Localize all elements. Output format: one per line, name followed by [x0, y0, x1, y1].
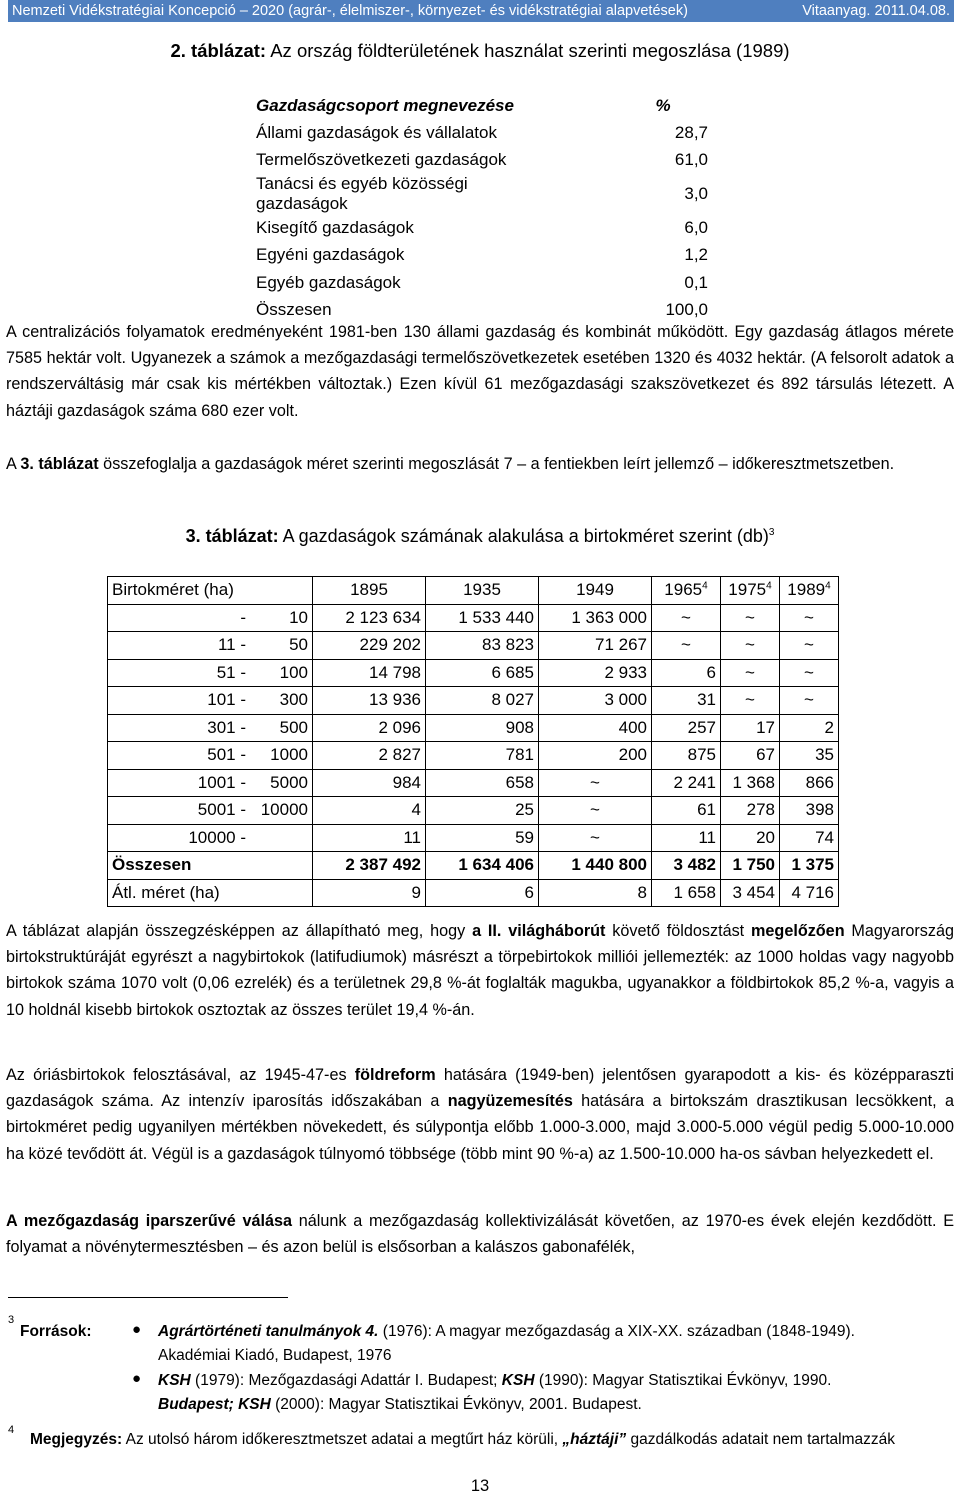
table3-cell: 1 533 440: [426, 604, 539, 632]
table3-cell: 13 936: [313, 687, 426, 715]
p4-b: földreform: [354, 1066, 436, 1084]
table3-cell: 3 482: [652, 852, 721, 880]
table2-cell-name: Tanácsi és egyéb közösségi gazdaságok: [256, 174, 468, 214]
table-row: [108, 632, 839, 660]
table3-cell: ~: [539, 824, 652, 852]
table3-cell: 2: [780, 714, 839, 742]
table3-cell: 1 440 800: [539, 852, 652, 880]
farm-size-table: [107, 576, 839, 907]
source-2-ksh: KSH: [158, 1372, 191, 1389]
source-item-1: [158, 1320, 855, 1344]
p4-d: nagyüzemesítés: [447, 1092, 573, 1111]
header-left: Nemzeti Vidékstratégiai Koncepció – 2020 (agrár-, élelmiszer-, környezet- és vidékstratégiai alapvetések): [12, 3, 688, 19]
table3-cell: 398: [780, 797, 839, 825]
range-from: -: [240, 607, 246, 627]
table3-cell: 2 096: [313, 714, 426, 742]
footnote-number-3: 3: [8, 1314, 15, 1326]
range-to: 500: [279, 717, 308, 737]
source-2-ksh2: KSH: [501, 1372, 535, 1389]
table3-header-year: 1895: [313, 577, 426, 605]
table3-cell: 1 658: [652, 879, 721, 907]
p3-c: követő földosztást: [605, 922, 752, 940]
table2-cell-pct: 0,1: [684, 272, 708, 292]
range-from: 501 -: [207, 745, 246, 765]
footnote-ref: 4: [766, 580, 772, 592]
table3-cell: 908: [426, 714, 539, 742]
range-to: 5000: [270, 772, 308, 792]
p3-b: a II. világháborút: [472, 922, 606, 940]
footnote-number-4: 4: [8, 1424, 15, 1436]
table3-cell: 20: [721, 824, 780, 852]
table3-cell: 35: [780, 742, 839, 770]
table3-cell: 61: [652, 797, 721, 825]
table3-body: [108, 604, 839, 907]
table3-cell: 229 202: [313, 632, 426, 660]
table-row: [108, 687, 839, 715]
table3-header-year: 1949: [539, 577, 652, 605]
range-from: 10000 -: [188, 827, 246, 847]
table3-cell: 31: [652, 687, 721, 715]
total-row: [108, 852, 839, 880]
table2-cell-pct: 28,7: [674, 123, 708, 143]
year-label: 1989: [787, 580, 826, 600]
note-b: gazdálkodás adatait nem tartalmazzák: [626, 1431, 895, 1448]
table3-cell: 1 634 406: [426, 852, 539, 880]
table2-cell-name: Állami gazdaságok és vállalatok: [256, 123, 497, 143]
size-range-cell: [108, 604, 313, 632]
note-label: Megjegyzés:: [30, 1431, 123, 1448]
table3-cell: 1 375: [780, 852, 839, 880]
range-to: 10000: [260, 800, 308, 820]
table3-cell: ~: [539, 769, 652, 797]
table3-cell: ~: [780, 687, 839, 715]
table3-cell: 9: [313, 879, 426, 907]
p2-b: 3. táblázat: [20, 455, 99, 473]
table-row: [252, 119, 716, 146]
source-2-line2-ksh: Budapest; KSH: [158, 1396, 271, 1413]
table3-cell: 2 827: [313, 742, 426, 770]
note-haztaji: „háztáji”: [562, 1431, 627, 1448]
bullet-icon: ●: [132, 1321, 142, 1338]
p4-c: hatására (1949-ben) jelentősen gyarapodott a kis- és középparaszti gazdaságok száma. Az intenzív iparosítás időszakában a: [6, 1066, 954, 1111]
size-range-cell: [108, 659, 313, 687]
table-row: [252, 174, 716, 214]
table3-cell: ~: [780, 632, 839, 660]
bullet-icon: ●: [132, 1370, 142, 1387]
table3-cell: 17: [721, 714, 780, 742]
paragraph-centralization: A centralizációs folyamatok eredményeként 1981-ben 130 állami gazdaság és kombinát működött. Egy gazdaság átlagos mérete 7585 hektár volt. Ugyanezek a számok a mezőgazdasági termelőszövetkezetek esetében 1320 és 4032 hektár. (A felsorolt adatok a rendszerváltásig már csak kis mértékben változtak.) Ezen kívül 61 mezőgazdasági szakszövetkezet és 892 társulás létezett. A háztáji gazdaságok száma 680 ezer volt.: [6, 323, 954, 420]
table2-cell-pct: 61,0: [674, 150, 708, 170]
table2-cell-name: Összesen: [256, 300, 332, 320]
table3-cell: ~: [721, 632, 780, 660]
table3-header-year: 1935: [426, 577, 539, 605]
range-from: 101 -: [207, 690, 246, 710]
footnote-ref: 4: [702, 580, 708, 592]
p2-c: összefoglalja a gazdaságok méret szerinti megoszlását 7 – a fentiekben leírt jellemző – időkeresztmetszetben.: [98, 455, 895, 473]
range-from: 1001 -: [197, 772, 246, 792]
table2-cell-name: Termelőszövetkezeti gazdaságok: [256, 150, 507, 170]
table3-cell: 257: [652, 714, 721, 742]
paragraph-industrialization: [6, 1208, 954, 1260]
table3-cell: 25: [426, 797, 539, 825]
p3-a: A táblázat alapján összegzésképpen az állapítható meg, hogy: [6, 922, 473, 940]
table2-cell-pct: 1,2: [684, 245, 708, 265]
footnote-note: [30, 1428, 954, 1452]
table3-cell: ~: [780, 604, 839, 632]
source-2-b: (1990): Magyar Statisztikai Évkönyv, 1990.: [534, 1372, 832, 1389]
table3-cell: 2 123 634: [313, 604, 426, 632]
size-range-cell: [108, 797, 313, 825]
average-row: [108, 879, 839, 907]
source-1-title: Agrártörténeti tanulmányok 4.: [158, 1323, 379, 1340]
table3-cell: 1 750: [721, 852, 780, 880]
range-to: 10: [289, 607, 308, 627]
p3-d: megelőzően: [751, 922, 845, 940]
table2-cell-pct: 3,0: [684, 184, 708, 204]
table3-header-size: Birtokméret (ha): [108, 577, 313, 605]
table3-cell: 984: [313, 769, 426, 797]
table3-cell: ~: [721, 687, 780, 715]
table3-cell: 8 027: [426, 687, 539, 715]
range-from: 301 -: [207, 717, 246, 737]
size-range-cell: [108, 714, 313, 742]
table2-col-pct: %: [655, 95, 671, 115]
table2-header-row: [252, 92, 716, 119]
paragraph-land-reform: [6, 1062, 954, 1167]
table3-cell: 11: [313, 824, 426, 852]
table2-cell-name: Egyéni gazdaságok: [256, 245, 405, 265]
size-range-cell: [108, 687, 313, 715]
table3-cell: 400: [539, 714, 652, 742]
table3-cell: ~: [539, 797, 652, 825]
page-number: 13: [470, 1477, 490, 1495]
size-range-cell: [108, 824, 313, 852]
table-row: [108, 742, 839, 770]
size-range-cell: [108, 632, 313, 660]
table-row: [252, 242, 716, 269]
table3-header-year: [780, 577, 839, 605]
table3-cell: ~: [780, 659, 839, 687]
source-2-line2-rest: (2000): Magyar Statisztikai Évkönyv, 2001. Budapest.: [270, 1396, 642, 1413]
table-row: [108, 824, 839, 852]
table3-cell: 14 798: [313, 659, 426, 687]
source-2-a: (1979): Mezőgazdasági Adattár I. Budapest;: [190, 1372, 502, 1389]
table2-col-name: Gazdaságcsoport megnevezése: [256, 95, 514, 115]
table3-header-row: [108, 577, 839, 605]
table3-title-number: 3. táblázat:: [185, 526, 279, 546]
table3-cell: 83 823: [426, 632, 539, 660]
table3-cell: 6: [426, 879, 539, 907]
table3-cell: 278: [721, 797, 780, 825]
table3-cell: 3 454: [721, 879, 780, 907]
size-range-cell: [108, 769, 313, 797]
table3-cell: 6: [652, 659, 721, 687]
source-item-1-line2: Akadémiai Kiadó, Budapest, 1976: [158, 1347, 392, 1364]
table3-cell: 4: [313, 797, 426, 825]
table3-cell: 1 368: [721, 769, 780, 797]
p5-a: A mezőgazdaság iparszerűvé válása: [6, 1212, 293, 1230]
table3-cell: ~: [721, 659, 780, 687]
table3-cell: 71 267: [539, 632, 652, 660]
p4-a: Az óriásbirtokok felosztásával, az 1945-47-es: [6, 1066, 355, 1084]
table-row: [108, 769, 839, 797]
table3-cell: 11: [652, 824, 721, 852]
table3-header-year: [652, 577, 721, 605]
year-label: 1965: [664, 580, 703, 600]
table3-cell: 74: [780, 824, 839, 852]
table3-cell: 67: [721, 742, 780, 770]
p5-b: nálunk a mezőgazdaság kollektivizálását követően, az 1970-es évek elején kezdődött. E folyamat a növénytermesztésben – és azon belül is elsősorban a kalászos gabonafélék,: [6, 1212, 954, 1257]
row-label: Átl. méret (ha): [108, 879, 313, 907]
table3-title-footnote: 3: [768, 527, 775, 538]
range-from: 11 -: [217, 635, 246, 655]
size-range-cell: [108, 742, 313, 770]
table3-cell: 2 387 492: [313, 852, 426, 880]
table-row: [252, 214, 716, 241]
footnote-divider: [8, 1297, 288, 1298]
paragraph-table3-intro: [6, 451, 954, 477]
footnote-sources-label: Források:: [20, 1323, 92, 1340]
table2-title-number: 2. táblázat:: [170, 40, 267, 61]
table2-cell-pct: 100,0: [665, 300, 708, 320]
source-item-2-line2: [158, 1393, 642, 1417]
range-to: 100: [279, 662, 308, 682]
paragraph-summary: [6, 918, 954, 1023]
table3-cell: 866: [780, 769, 839, 797]
p3-e: Magyarország birtokstruktúráját egyrészt a nagybirtokok (latifudiumok) másrészt a törpebirtokok milliói jellemezték: az 1000 holdas vagy nagyobb birtokok száma 1070 volt (0,06 ezrelék) és a területnek 29,8 %-át foglalták magukba, ugyanakkor a földbirtokok 85,2 %-a, vagyis a 10 holdnál kisebb birtokok osztoztak az összes terület 19,4 %-án.: [6, 922, 954, 1019]
table3-title-text: A gazdaságok számának alakulása a birtokméret szerint (db): [278, 526, 769, 546]
range-from: 5001 -: [197, 800, 246, 820]
table2-title: [0, 40, 960, 62]
p4-e: hatására a birtokszám drasztikusan lecsökkent, a birtokméret pedig ugyanilyen mértékben növekedett, és súlypontja előbb 1.000-3.000, majd 3.000-5.000 végül pedig 5.000-10.000 ha közé tevődött át. Végül is a gazdaságok túlnyomó többsége (több mint 90 %-a) az 1.500-10.000 ha-os sávban helyezkedett el.: [6, 1092, 955, 1163]
table2-cell-pct: 6,0: [684, 217, 708, 237]
table-row: [108, 659, 839, 687]
table3-cell: 8: [539, 879, 652, 907]
table-row: [108, 714, 839, 742]
table3-cell: 2 933: [539, 659, 652, 687]
note-a: Az utolsó három időkeresztmetszet adatai a megtűrt ház körüli,: [122, 1431, 563, 1448]
table3-cell: 875: [652, 742, 721, 770]
range-to: 300: [279, 690, 308, 710]
footnote-ref: 4: [825, 580, 831, 592]
table3-cell: ~: [721, 604, 780, 632]
range-from: 51 -: [216, 662, 246, 682]
table3-title: [0, 526, 960, 547]
table3-cell: ~: [652, 604, 721, 632]
table-row: [108, 604, 839, 632]
table3-cell: 1 363 000: [539, 604, 652, 632]
table-row: [252, 269, 716, 296]
table3-header-year: [721, 577, 780, 605]
table2-title-text: Az ország földterületének használat szerinti megoszlása (1989): [266, 40, 790, 61]
source-item-2: [158, 1369, 831, 1393]
table3-cell: 2 241: [652, 769, 721, 797]
year-label: 1975: [728, 580, 767, 600]
header-right: Vitaanyag. 2011.04.08.: [802, 3, 950, 19]
row-label: Összesen: [108, 852, 313, 880]
table3-cell: 6 685: [426, 659, 539, 687]
table-row: [108, 797, 839, 825]
table3-cell: 781: [426, 742, 539, 770]
table3-cell: 658: [426, 769, 539, 797]
table3-cell: 59: [426, 824, 539, 852]
p2-a: A: [6, 455, 21, 473]
table-row: [252, 147, 716, 174]
range-to: 50: [289, 635, 308, 655]
table3-cell: ~: [652, 632, 721, 660]
land-use-table: [252, 92, 716, 324]
page-header: [8, 0, 954, 22]
table3-cell: 200: [539, 742, 652, 770]
table2-cell-name: Kisegítő gazdaságok: [256, 217, 414, 237]
table2-cell-name: Egyéb gazdaságok: [256, 272, 401, 292]
range-to: 1000: [270, 745, 308, 765]
table3-cell: 3 000: [539, 687, 652, 715]
source-1-rest: (1976): A magyar mezőgazdaság a XIX-XX. században (1848-1949).: [378, 1323, 855, 1340]
table3-cell: 4 716: [780, 879, 839, 907]
